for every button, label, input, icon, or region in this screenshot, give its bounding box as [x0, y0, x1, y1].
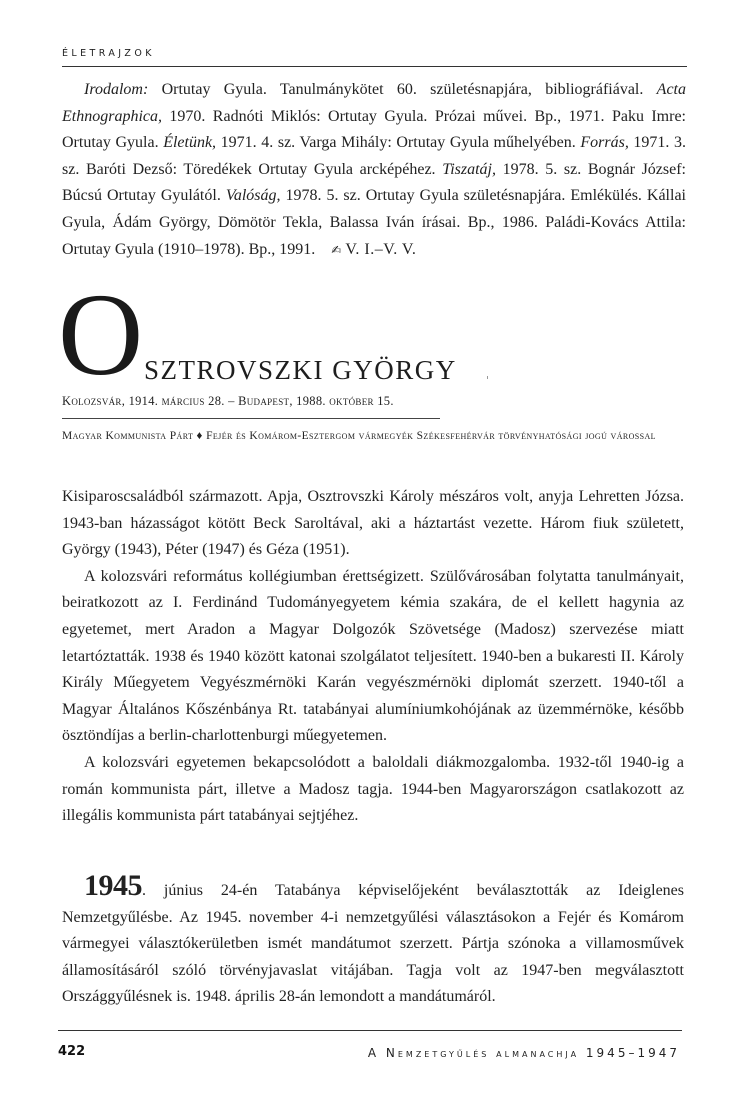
- literature-paragraph: [62, 77, 686, 263]
- author-initials: V. I.–V. V.: [345, 240, 417, 258]
- bio-paragraph-3: A kolozsvári egyetemen bekapcsolódott a baloldali diákmozgalomba. 1932-től 1940-ig a román kommunista párt, illetve a Madosz tagja. 1944-ben Magyarországon csatlakozott az illegális kommunista párt tatabányai sejtjéhez.: [62, 753, 684, 825]
- lit-seg-italic: Acta Ethnographica,: [62, 81, 686, 125]
- lit-seg: 1971. 4. sz. Varga Mihály: Ortutay Gyula műhelyében.: [216, 134, 581, 152]
- footer-rule: [58, 1030, 682, 1031]
- party-constituency-line: [62, 428, 692, 444]
- parliament-text: . június 24-én Tatabánya képviselőjeként beválasztották az Ideiglenes Nemzetgyűlésbe. Az 1945. november 4-i nemzetgyűlési választásokon a Fejér és Komárom vármegyei választókerületben ismét mandátumot szerzett. Pártja szónoka a villamosművek államosításáról szóló törvényjavaslat vitájában. Tagja volt az 1947-ben megválasztott Országgyűlésnek is. 1948. április 28-án lemondott a mandátumáról.: [62, 882, 684, 1006]
- diamond-icon: ♦: [196, 430, 203, 442]
- lit-seg-italic: Valóság,: [225, 187, 281, 205]
- running-head: ÉLETRAJZOK: [62, 48, 155, 59]
- party-name: Magyar Kommunista Párt: [62, 430, 194, 442]
- parliament-paragraph: [62, 869, 684, 1011]
- lit-seg-italic: Forrás,: [580, 134, 629, 152]
- drop-cap-initial: O: [58, 269, 144, 400]
- biography-body: [62, 484, 684, 830]
- lit-seg-italic: Tiszatáj,: [442, 160, 496, 178]
- lit-seg-italic: Életünk,: [163, 134, 217, 152]
- header-rule: [62, 66, 687, 67]
- lit-seg: 1978. 5. sz. Bognár József: Búcsú Ortutay Gyulától.: [62, 160, 687, 205]
- constituency: Fejér és Komárom-Esztergom vármegyék Székesfehérvár törvényhatósági jogú várossal: [206, 430, 656, 442]
- parliament-year: 1945: [84, 869, 142, 902]
- birth-death-line: Kolozsvár, 1914. március 28. – Budapest, 1988. október 15.: [62, 394, 394, 408]
- author-signature: [331, 241, 416, 258]
- literature-label: Irodalom:: [84, 81, 149, 98]
- bio-paragraph-1: Kisiparoscsaládból származott. Apja, Osztrovszki Károly mészáros volt, anyja Lehretten Józsa. 1943-ban házasságot kötött Beck Saroltával, aki a háztartást vezette. Három fiuk született, György (1943), Péter (1947) és Géza (1951).: [62, 488, 684, 559]
- parliament-section: [62, 869, 684, 1011]
- lit-seg: 1970. Radnóti Miklós: Ortutay Gyula. Prózai művei. Bp., 1971. Paku Imre: Ortutay Gyula.: [62, 107, 686, 152]
- writing-hand-icon: ✍: [331, 242, 342, 257]
- book-title: A Nemzetgyűlés almanachja 1945–1947: [367, 1046, 680, 1060]
- lit-seg: 1978. 5. sz. Ortutay Gyula születésnapjára. Emlékülés. Kállai Gyula, Ádám György, Dömötör Tekla, Balassa Iván írásai. Bp., 1986. Paládi-Kovács Attila: Ortutay Gyula (1910–1978). Bp., 1991.: [62, 187, 686, 258]
- bio-paragraph-2: A kolozsvári református kollégiumban érettségizett. Szülővárosában folytatta tanulmányait, beiratkozott az I. Ferdinánd Tudományegyetem kémia szakára, de el kellett hagynia az egyetemet, mert Aradon a Magyar Dolgozók Szövetsége (Madosz) szervezése miatt letartóztatták. 1938 és 1940 között katonai szolgálatot teljesített. 1940-ben a bukaresti II. Károly Király Műegyetem Vegyészmérnöki Karán vegyészmérnöki diplomát szerzett. 1940-től a Magyar Általános Kőszénbánya Rt. tatabányai alumíniumkohójának az üzemmérnöke, később ösztöndíjas a berlin-charlottenburgi műegyetemen.: [62, 567, 684, 745]
- scan-speck: [487, 376, 488, 379]
- page-number: 422: [58, 1044, 86, 1059]
- entry-name: SZTROVSZKI GYÖRGY: [144, 355, 457, 385]
- lit-seg: 1971. 3. sz. Baróti Dezső: Töredékek Ortutay Gyula arcképéhez.: [62, 134, 687, 178]
- title-rule: [62, 418, 440, 419]
- lit-seg: Ortutay Gyula. Tanulmánykötet 60. születésnapjára, bibliográfiával.: [148, 81, 657, 98]
